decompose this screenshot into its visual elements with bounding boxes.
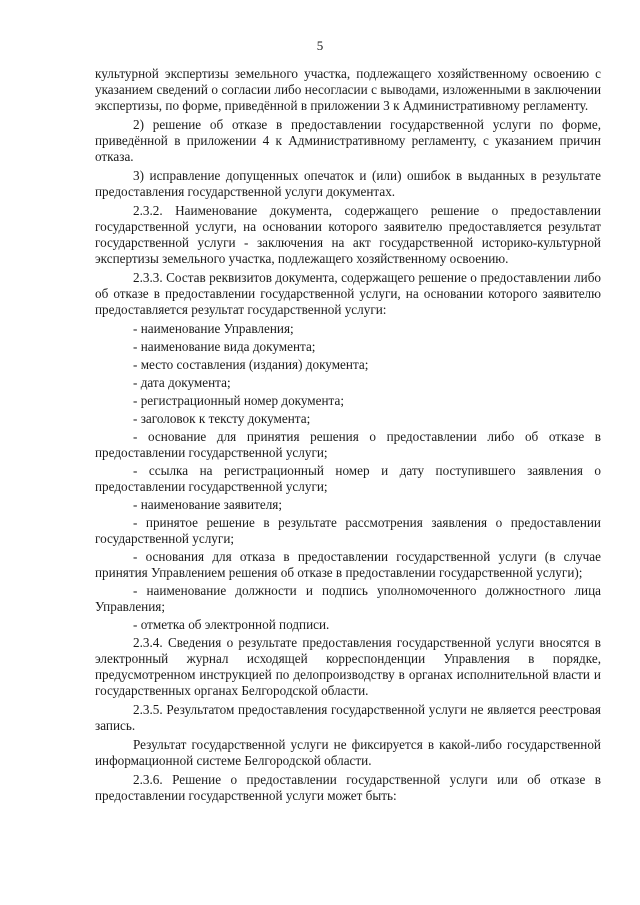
list-item: - принятое решение в результате рассмотрения заявления о предоставлении государственной услуги; [95, 515, 601, 546]
list-item: - место составления (издания) документа; [133, 357, 369, 372]
paragraph: 2.3.5. Результатом предоставления государственной услуги не является реестровая запись. [95, 702, 601, 733]
list-item: - наименование заявителя; [133, 497, 283, 512]
paragraph: культурной экспертизы земельного участка, подлежащего хозяйственному освоению с указанием сведений о согласии либо несогласии с выводами, изложенными в заключении экспертизы, по форме, приведённой в приложении 3 к Административному регламенту. [95, 66, 601, 113]
paragraph: 2) решение об отказе в предоставлении государственной услуги по форме, приведённой в приложении 4 к Административному регламенту, с указанием причин отказа. [95, 117, 601, 164]
list-item: - отметка об электронной подписи. [133, 617, 330, 632]
paragraph: 2.3.2. Наименование документа, содержащего решение о предоставлении государственной услуги, на основании которого заявителю предоставляется результат государственной услуги - заключения на акт государственной историко-культурной экспертизы земельного участка, подлежащего хозяйственному освоению. [95, 203, 601, 266]
list-item: - заголовок к тексту документа; [133, 411, 311, 426]
paragraph: 2.3.4. Сведения о результате предоставления государственной услуги вносятся в электронный журнал исходящей корреспонденции Управления в порядке, предусмотренном инструкцией по делопроизводству в органах исполнительной власти и государственных органах Белгородской области. [95, 635, 601, 698]
paragraph: 2.3.6. Решение о предоставлении государственной услуги или об отказе в предоставлении государственной услуги может быть: [95, 772, 601, 803]
list-item: - наименование должности и подпись уполномоченного должностного лица Управления; [95, 583, 601, 614]
paragraph: Результат государственной услуги не фиксируется в какой-либо государственной информационной системе Белгородской области. [95, 737, 601, 768]
list-item: - дата документа; [133, 375, 231, 390]
paragraph: 3) исправление допущенных опечаток и (или) ошибок в выданных в результате предоставления государственной услуги документах. [95, 168, 601, 199]
list-item: - основание для принятия решения о предоставлении либо об отказе в предоставлении государственной услуги; [95, 429, 601, 460]
list-item: - наименование вида документа; [133, 339, 316, 354]
paragraph: 2.3.3. Состав реквизитов документа, содержащего решение о предоставлении либо об отказе в предоставлении государственной услуги, на основании которого заявителю предоставляется результат государственной услуги: [95, 270, 601, 317]
list-item: - ссылка на регистрационный номер и дату поступившего заявления о предоставлении государственной услуги; [95, 463, 601, 494]
list-item: - основания для отказа в предоставлении государственной услуги (в случае принятия Управлением решения об отказе в предоставлении государственной услуги); [95, 549, 601, 580]
page-number: 5 [316, 38, 324, 53]
list-item: - регистрационный номер документа; [133, 393, 344, 408]
document-body [95, 66, 601, 807]
list-item: - наименование Управления; [133, 321, 294, 336]
